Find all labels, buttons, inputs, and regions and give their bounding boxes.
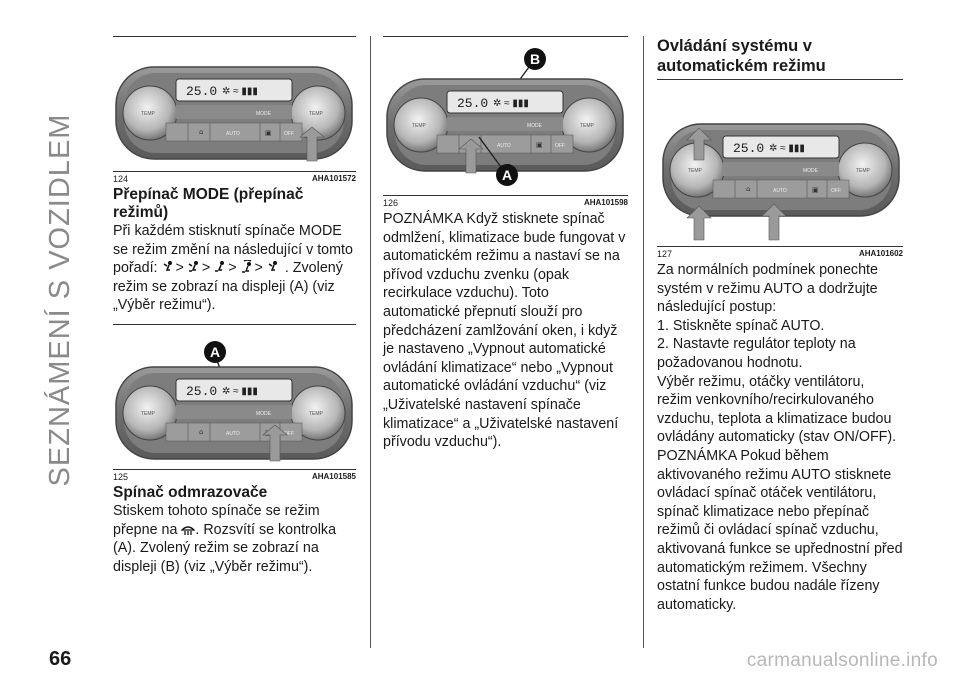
column-1 xyxy=(113,36,356,576)
figure-number: 126 xyxy=(383,198,399,208)
page-number: 66 xyxy=(49,648,72,670)
figure-code: AHA101585 xyxy=(311,471,356,481)
figure-127 xyxy=(657,80,903,246)
defrost-icon xyxy=(181,522,195,536)
figure-126 xyxy=(383,37,628,195)
figure-125 xyxy=(113,325,356,469)
heading-mode-switch: Přepínač MODE (přepínač režimů) xyxy=(113,186,304,221)
paragraph-note-defog: POZNÁMKA Když stisknete spínač odmlžení, klimatizace bude fungovat v automatickém režimu a nastaví se na přívod vzduchu zvenku (opak recirkulace vzduchu). Toto automatické přepnutí slouží pro předcházení zamlžování oken, i když je nastaveno „Vypnout automatické ovládání klimatizace“ nebo „Vypnout automatické ovládání vzduchu“ (viz „Uživatelské nastavení spínače klimatizace“ a „Uživatelské nastavení přívodu vzduchu“). xyxy=(383,211,626,451)
callout-label: A xyxy=(209,343,221,360)
figure-caption xyxy=(657,246,903,259)
figure-caption xyxy=(113,469,356,482)
bilevel-mode-icon xyxy=(188,260,202,274)
column-3 xyxy=(657,36,903,614)
figure-code: AHA101602 xyxy=(858,249,903,258)
step-1: 1. Stiskněte spínač AUTO. xyxy=(657,317,825,334)
heading-auto-mode: Ovládání systému v automatickém režimu xyxy=(657,37,826,75)
foot-mode-icon xyxy=(214,260,228,274)
figure-code: AHA101572 xyxy=(311,174,356,183)
paragraph-mode-a: Při každém stisknutí spínače MODE se režim změní na následující v tomto pořadí: > > > > . Zvolený režim se zobrazí na displeji (A) (viz „Výběr režimu“). xyxy=(113,223,353,314)
paragraph-auto-intro: Za normálních podmínek ponechte systém v režimu AUTO a dodržujte následující postup: xyxy=(657,262,878,316)
face-mode-icon xyxy=(267,260,281,274)
figure-number: 127 xyxy=(657,249,673,259)
figure-number: 124 xyxy=(113,174,129,184)
mode-sequence: > > > > xyxy=(162,260,285,276)
figure-code: AHA101598 xyxy=(583,198,628,207)
face-mode-icon xyxy=(162,260,176,274)
column-divider xyxy=(643,36,644,648)
figure-caption xyxy=(383,195,628,208)
callout-label: A xyxy=(501,167,513,183)
watermark: carmanualsonline.info xyxy=(746,650,938,671)
column-2 xyxy=(383,36,628,452)
column-divider xyxy=(370,36,371,648)
figure-124 xyxy=(113,37,356,171)
heading-defroster: Spínač odmrazovače xyxy=(113,483,268,501)
paragraph-auto-control: Výběr režimu, otáčky ventilátoru, režim venkovního/recirkulovaného vzduchu, teplota a klimatizace budou ovládány automaticky (stav ON/OFF). xyxy=(657,373,897,446)
paragraph-note-auto: POZNÁMKA Pokud během aktivovaného režimu AUTO stisknete ovládací spínač otáček ventilátoru, spínač klimatizace nebo přepínač režimů či ovládací spínač vzduchu, aktivovaná funkce se upřednostní před automatickým režimem. Všechny ostatní funkce budou nadále řízeny automaticky. xyxy=(657,447,903,613)
callout-label: B xyxy=(529,51,541,67)
step-2: 2. Nastavte regulátor teploty na požadovanou hodnotu. xyxy=(657,336,856,371)
figure-number: 125 xyxy=(113,471,129,482)
figure-caption xyxy=(113,171,356,184)
paragraph-defroster: Stiskem tohoto spínače se režim přepne na . Rozsvítí se kontrolka (A). Zvolený režim se zobrazí na displeji (B) (viz „Výběr režimu“). xyxy=(113,502,337,575)
foot-defrost-mode-icon xyxy=(241,260,255,274)
side-section-title: SEZNÁMENÍ S VOZIDLEM xyxy=(44,113,76,487)
